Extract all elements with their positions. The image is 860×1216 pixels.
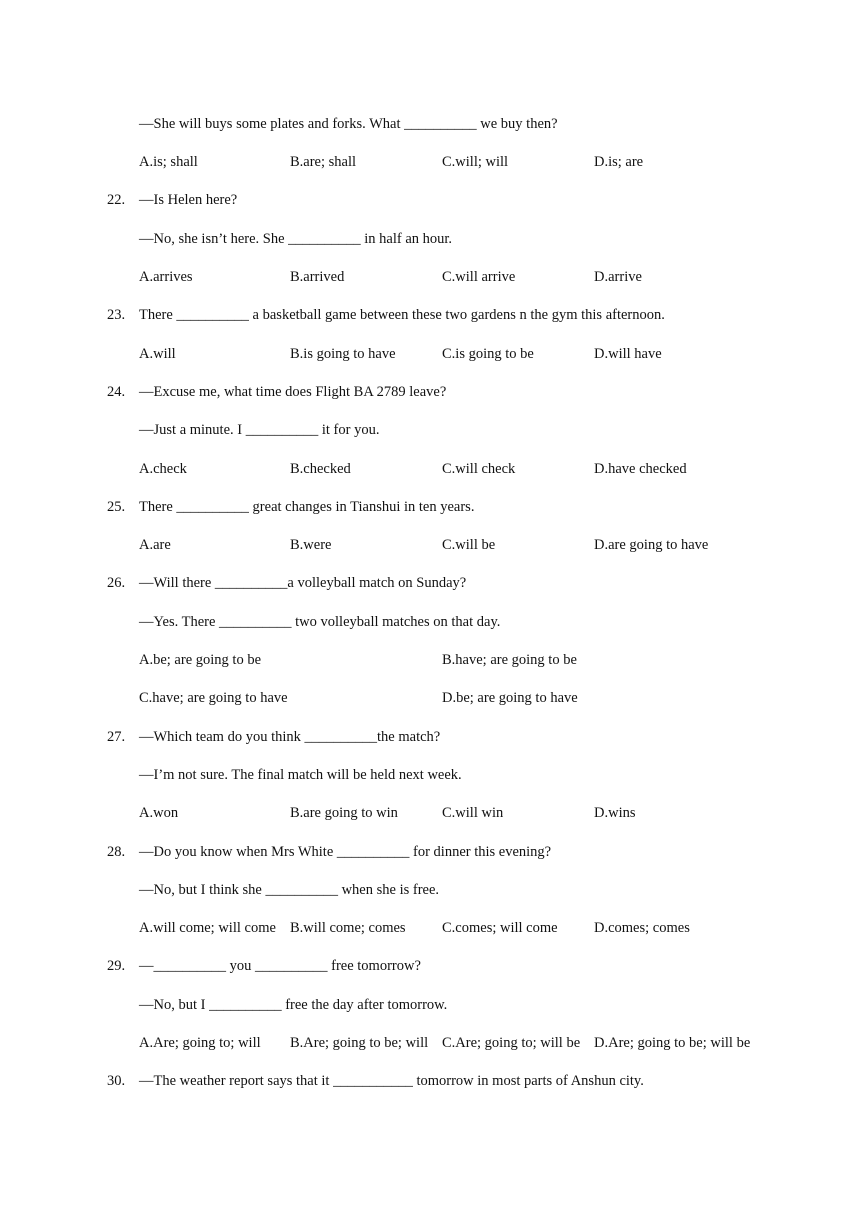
question-line: —Do you know when Mrs White __________ for dinner this evening?: [139, 844, 552, 860]
question-number: 23.: [107, 307, 126, 323]
answer-option: B.checked: [290, 461, 351, 477]
answer-option: C.will; will: [442, 154, 509, 170]
answer-option: B.were: [290, 537, 332, 553]
question-line: —Just a minute. I __________ it for you.: [139, 422, 380, 438]
question-line: —I’m not sure. The final match will be held next week.: [139, 767, 462, 783]
answer-option: A.are: [139, 537, 171, 553]
question-number: 25.: [107, 499, 126, 515]
question-line: There __________ a basketball game between these two gardens n the gym this afternoon.: [139, 307, 665, 323]
answer-option: D.have checked: [594, 461, 687, 477]
answer-option: A.won: [139, 805, 179, 821]
answer-option: C.is going to be: [442, 346, 534, 362]
answer-option: C.have; are going to have: [139, 690, 288, 706]
answer-option: A.arrives: [139, 269, 193, 285]
answer-option: D.Are; going to be; will be: [594, 1035, 751, 1051]
answer-option: B.Are; going to be; will: [290, 1035, 429, 1051]
answer-option: D.will have: [594, 346, 662, 362]
answer-option: B.have; are going to be: [442, 652, 577, 668]
question-line: —__________ you __________ free tomorrow?: [139, 958, 421, 974]
answer-option: A.will: [139, 346, 176, 362]
answer-option: A.is; shall: [139, 154, 198, 170]
question-line: —Will there __________a volleyball match on Sunday?: [139, 575, 467, 591]
question-number: 27.: [107, 729, 126, 745]
answer-option: A.check: [139, 461, 187, 477]
question-number: 29.: [107, 958, 126, 974]
answer-option: C.will check: [442, 461, 516, 477]
question-line: There __________ great changes in Tianshui in ten years.: [139, 499, 475, 515]
question-number: 30.: [107, 1073, 126, 1089]
question-number: 26.: [107, 575, 126, 591]
answer-option: B.is going to have: [290, 346, 396, 362]
answer-option: C.comes; will come: [442, 920, 558, 936]
question-line: —Which team do you think __________the match?: [139, 729, 441, 745]
answer-option: C.will arrive: [442, 269, 516, 285]
answer-option: A.will come; will come: [139, 920, 276, 936]
question-line: —The weather report says that it ___________ tomorrow in most parts of Anshun city.: [139, 1073, 644, 1089]
question-line: —No, but I __________ free the day after tomorrow.: [139, 997, 448, 1013]
answer-option: D.arrive: [594, 269, 642, 285]
answer-option: A.Are; going to; will: [139, 1035, 261, 1051]
answer-option: B.arrived: [290, 269, 345, 285]
answer-option: D.comes; comes: [594, 920, 690, 936]
question-number: 24.: [107, 384, 126, 400]
answer-option: D.be; are going to have: [442, 690, 578, 706]
answer-option: D.are going to have: [594, 537, 709, 553]
answer-option: D.wins: [594, 805, 636, 821]
answer-option: C.will win: [442, 805, 504, 821]
question-line: —She will buys some plates and forks. What __________ we buy then?: [139, 116, 558, 132]
question-line: —No, but I think she __________ when she is free.: [139, 882, 440, 898]
answer-option: A.be; are going to be: [139, 652, 262, 668]
answer-option: B.are; shall: [290, 154, 357, 170]
answer-option: B.are going to win: [290, 805, 398, 821]
answer-option: D.is; are: [594, 154, 644, 170]
answer-option: C.Are; going to; will be: [442, 1035, 581, 1051]
question-number: 28.: [107, 844, 126, 860]
question-line: —No, she isn’t here. She __________ in half an hour.: [139, 231, 453, 247]
question-line: —Excuse me, what time does Flight BA 2789 leave?: [139, 384, 447, 400]
question-line: —Is Helen here?: [139, 192, 238, 208]
answer-option: C.will be: [442, 537, 496, 553]
answer-option: B.will come; comes: [290, 920, 406, 936]
question-line: —Yes. There __________ two volleyball matches on that day.: [139, 614, 501, 630]
question-number: 22.: [107, 192, 126, 208]
